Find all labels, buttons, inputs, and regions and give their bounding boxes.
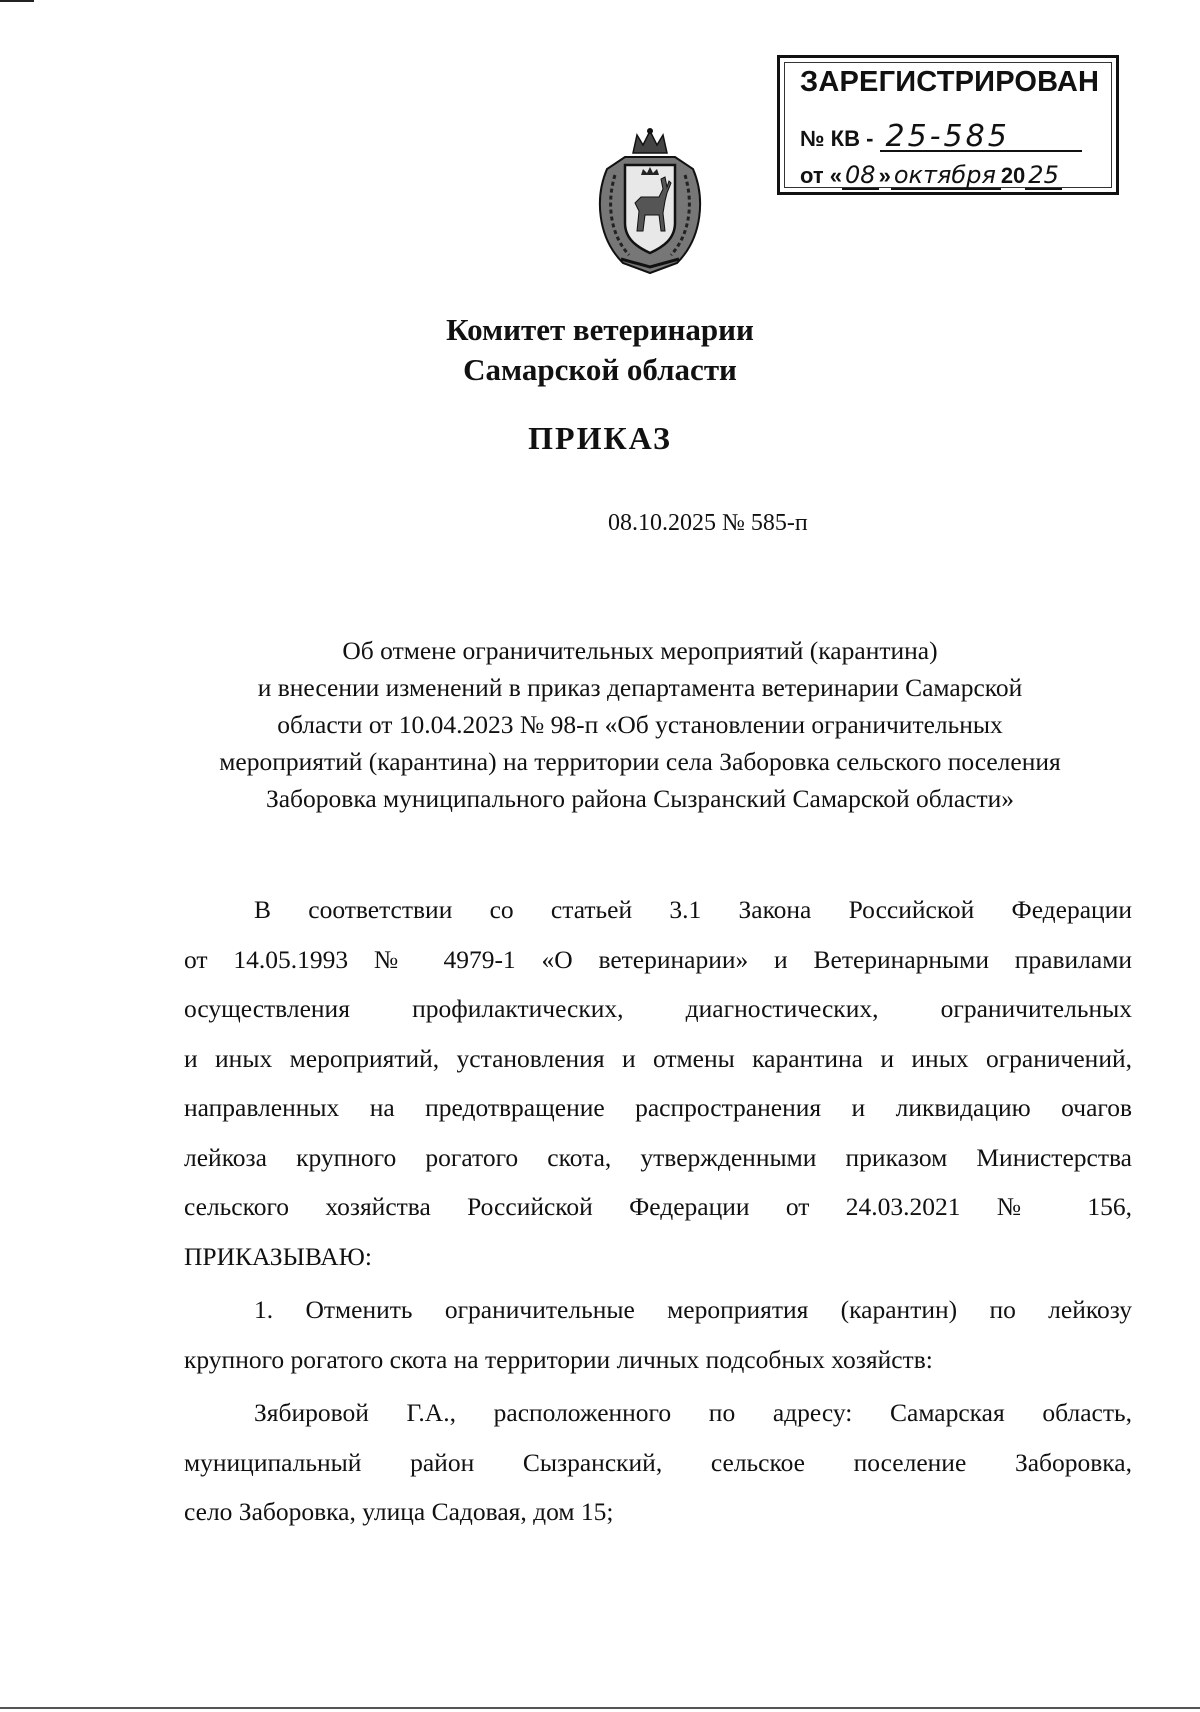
stamp-date-year-prefix: 20 [1000, 163, 1026, 188]
scan-artifact-bottom [0, 1707, 1200, 1709]
farm-line: Зябировой Г.А., расположенного по адресу: Самарская область, [254, 1398, 1132, 1427]
preamble-line: и иных мероприятий, установления и отмены карантина и иных ограничений, [184, 1043, 1132, 1073]
preamble-line: осуществления профилактических, диагностических, ограничительных [184, 994, 1132, 1023]
preamble-line: сельского хозяйства Российской Федерации от 24.03.2021 № 156, [184, 1192, 1132, 1221]
order-directive: ПРИКАЗЫВАЮ: [184, 1241, 372, 1271]
stamp-title: ЗАРЕГИСТРИРОВАН [800, 66, 1100, 98]
stamp-number-row [800, 119, 1082, 154]
samara-coat-of-arms-icon [585, 127, 715, 277]
farm-line: муниципальный район Сызранский, сельское поселение Заборовка, [184, 1447, 1132, 1477]
stamp-number-handwritten: 25-585 [880, 124, 1082, 152]
subject-line: области от 10.04.2023 № 98-п «Об установлении ограничительных [277, 710, 1003, 739]
preamble-line: В соответствии со статьей 3.1 Закона Российской Федерации [254, 895, 1132, 924]
stamp-date-year-suffix: 25 [1025, 162, 1062, 190]
stamp-date-sep: » [878, 163, 891, 188]
farm-line: село Заборовка, улица Садовая, дом 15; [184, 1497, 614, 1526]
organization-name-line2: Самарской области [463, 352, 737, 387]
item1-line: 1. Отменить ограничительные мероприятия (карантин) по лейкозу [254, 1295, 1132, 1324]
stamp-date-day: 08 [842, 162, 879, 190]
document-date-number: 08.10.2025 № 585-п [608, 510, 808, 536]
document-body [184, 895, 1132, 1547]
subject-line: Заборовка муниципального района Сызранский Самарской области» [265, 784, 1015, 813]
preamble-line: направленных на предотвращение распространения и ликвидацию очагов [184, 1093, 1132, 1122]
organization-name-line1: Комитет ветеринарии [446, 312, 754, 347]
registration-stamp [777, 55, 1119, 195]
stamp-date-row [800, 162, 1062, 190]
subject-line: и внесении изменений в приказ департамента ветеринарии Самарской [257, 673, 1023, 702]
stamp-number-label: № КВ - [800, 126, 874, 151]
item1-line: крупного рогатого скота на территории личных подсобных хозяйств: [184, 1344, 933, 1374]
stamp-date-month: октября [891, 162, 1001, 190]
document-type-title: ПРИКАЗ [528, 420, 672, 456]
scan-artifact-top [0, 0, 34, 2]
preamble-line: лейкоза крупного рогатого скота, утвержденными приказом Министерства [184, 1142, 1132, 1172]
document-subject [150, 632, 1130, 817]
subject-line: мероприятий (карантина) на территории села Заборовка сельского поселения [219, 747, 1061, 776]
preamble-line: от 14.05.1993 № 4979-1 «О ветеринарии» и Ветеринарными правилами [184, 944, 1132, 974]
subject-line: Об отмене ограничительных мероприятий (карантина) [342, 636, 938, 665]
stamp-date-prefix: от « [800, 163, 843, 188]
